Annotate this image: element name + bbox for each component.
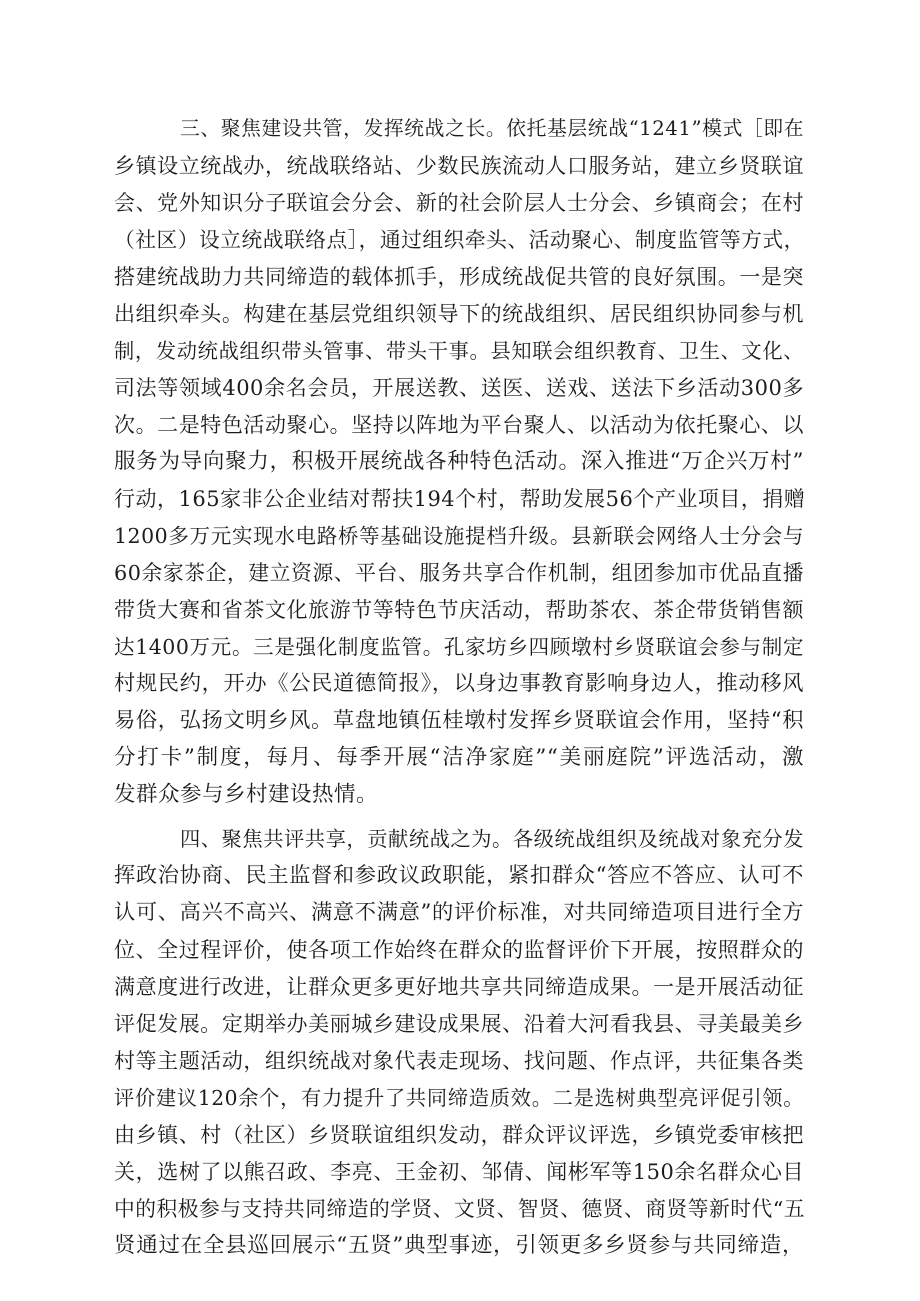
paragraph-1-line-18: 分打卡”制度，每月、每季开展“洁净家庭”“美丽庭院”评选活动，激 (114, 745, 804, 770)
paragraph-2-line-10: 关，选树了以熊召政、李亮、王金初、邹倩、闻彬军等150余名群众心目 (114, 1160, 804, 1184)
paragraph-1-line-5: 搭建统战助力共同缔造的载体抓手，形成统战促共管的良好氛围。一是突 (114, 265, 804, 289)
paragraph-1-line-13: 60余家茶企，建立资源、平台、服务共享合作机制，组团参加市优品直播 (114, 561, 804, 585)
paragraph-2-line-1: 四、聚焦共评共享，贡献统战之为。各级统战组织及统战对象充分发 (180, 827, 804, 851)
paragraph-2-line-8: 评价建议120余个，有力提升了共同缔造质效。二是选树典型亮评促引领。 (114, 1086, 804, 1110)
paragraph-1-line-15: 达1400万元。三是强化制度监管。孔家坊乡四顾墩村乡贤联谊会参与制定 (114, 635, 804, 659)
paragraph-1-line-7: 制，发动统战组织带头管事、带头干事。县知联会组织教育、卫生、文化、 (114, 339, 804, 363)
paragraph-2-line-2: 挥政治协商、民主监督和参政议政职能，紧扣群众“答应不答应、认可不 (114, 863, 804, 888)
paragraph-1-line-3: 会、党外知识分子联谊会分会、新的社会阶层人士分会、乡镇商会；在村 (114, 191, 804, 215)
paragraph-1-line-14: 带货大赛和省茶文化旅游节等特色节庆活动，帮助茶农、茶企带货销售额 (114, 598, 804, 622)
paragraph-1-line-12: 1200多万元实现水电路桥等基础设施提档升级。县新联会网络人士分会与 (114, 524, 804, 548)
paragraph-2-line-6: 评促发展。定期举办美丽城乡建设成果展、沿着大河看我县、寻美最美乡 (114, 1012, 804, 1036)
paragraph-1-line-11: 行动，165家非公企业结对帮扶194个村，帮助发展56个产业项目，捐赠 (114, 487, 806, 511)
paragraph-1-line-10: 服务为导向聚力，积极开展统战各种特色活动。深入推进“万企兴万村” (114, 449, 804, 474)
paragraph-2-line-12: 贤通过在全县巡回展示“五贤”典型事迹，引领更多乡贤参与共同缔造， (114, 1233, 804, 1258)
paragraph-2-line-4: 位、全过程评价，使各项工作始终在群众的监督评价下开展，按照群众的 (114, 938, 804, 962)
paragraph-2-line-5: 满意度进行改进，让群众更多更好地共享共同缔造成果。一是开展活动征 (114, 975, 804, 999)
paragraph-1-line-4: （社区）设立统战联络点］，通过组织牵头、活动聚心、制度监管等方式， (114, 228, 805, 252)
paragraph-2-line-7: 村等主题活动，组织统战对象代表走现场、找问题、作点评，共征集各类 (114, 1049, 804, 1073)
paragraph-1-line-2: 乡镇设立统战办，统战联络站、少数民族流动人口服务站，建立乡贤联谊 (114, 154, 804, 178)
paragraph-1-line-1: 三、聚焦建设共管，发挥统战之长。依托基层统战“1241”模式［即在 (180, 117, 804, 140)
paragraph-1-line-19: 发群众参与乡村建设热情。 (114, 782, 379, 807)
paragraph-2-line-11: 中的积极参与支持共同缔造的学贤、文贤、智贤、德贤、商贤等新时代“五 (114, 1197, 806, 1221)
paragraph-1-line-9: 次。二是特色活动聚心。坚持以阵地为平台聚人、以活动为依托聚心、以 (114, 413, 804, 437)
paragraph-1-line-6: 出组织牵头。构建在基层党组织领导下的统战组织、居民组织协同参与机 (114, 302, 804, 326)
paragraph-2-line-9: 由乡镇、村（社区）乡贤联谊组织发动，群众评议评选，乡镇党委审核把 (114, 1123, 804, 1147)
paragraph-1-line-16: 村规民约，开办《公民道德简报》，以身边事教育影响身边人，推动移风 (114, 671, 804, 696)
paragraph-2-line-3: 认可、高兴不高兴、满意不满意”的评价标准，对共同缔造项目进行全方 (114, 900, 804, 925)
paragraph-1-line-8: 司法等领域400余名会员，开展送教、送医、送戏、送法下乡活动300多 (114, 376, 804, 400)
paragraph-1-line-17: 易俗，弘扬文明乡风。草盘地镇伍桂墩村发挥乡贤联谊会作用，坚持“积 (114, 708, 804, 733)
